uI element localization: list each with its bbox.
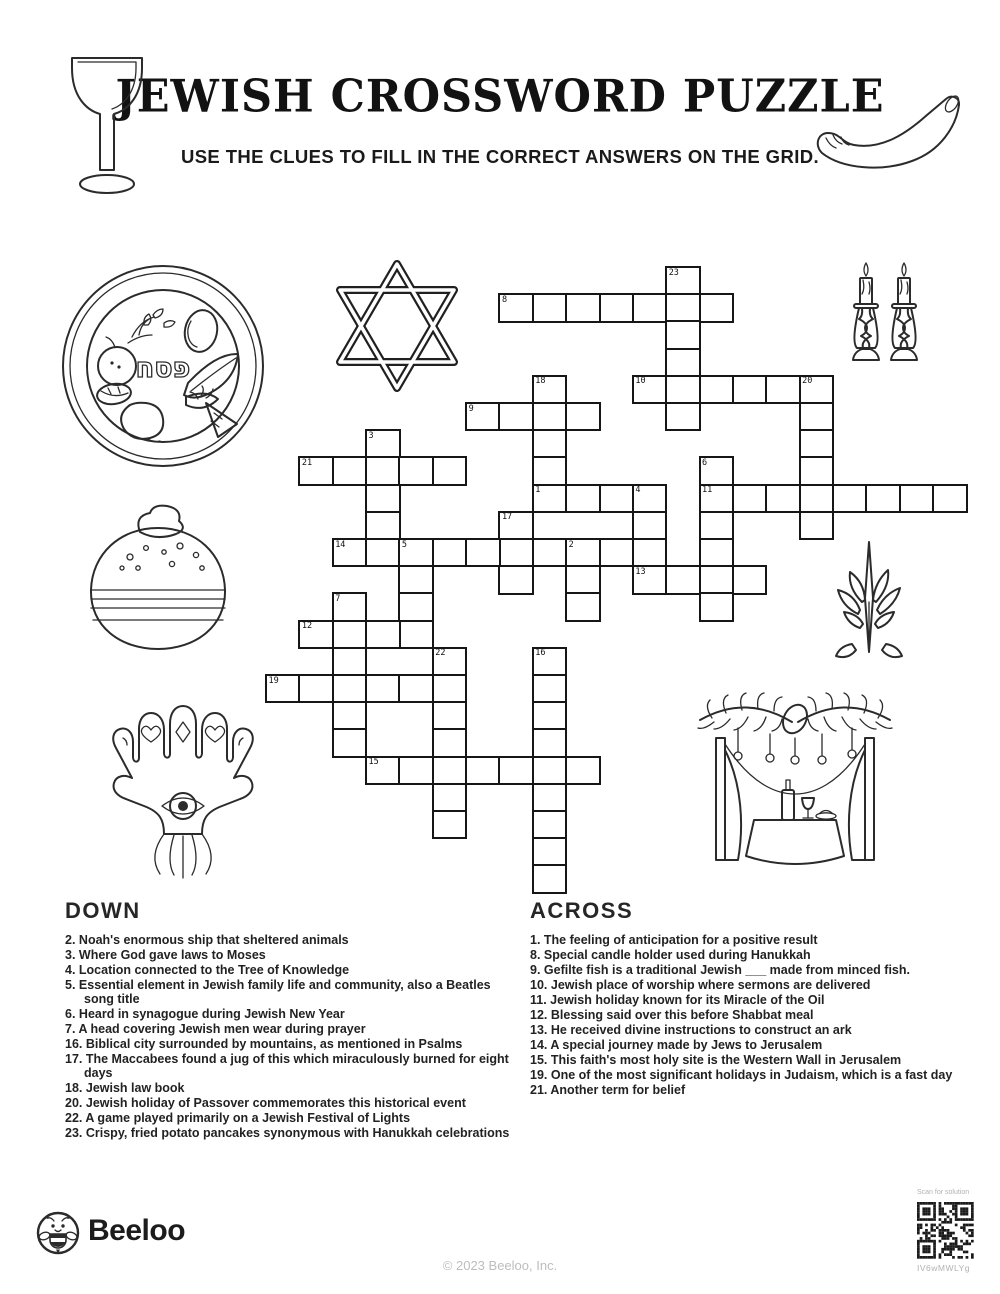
grid-cell[interactable] [498,538,534,567]
seder-plate-icon [60,263,267,470]
grid-cell-number: 10 [635,376,646,387]
grid-cell[interactable] [398,592,434,621]
clue-text: A game played primarily on a Jewish Festival of Lights [82,1111,411,1125]
clue-number: 13. [530,1023,548,1037]
shabbat-candles-icon [846,260,926,370]
grid-cell-number: 8 [501,294,508,305]
clue-item [530,1053,982,1067]
down-heading: DOWN [65,898,141,923]
grid-cell[interactable] [365,456,401,485]
clue-text: The feeling of anticipation for a positive result [540,933,818,947]
grid-cell[interactable] [765,375,801,404]
grid-cell[interactable] [365,538,401,567]
clue-item [530,948,982,962]
page-title: JEWISH CROSSWORD PUZZLE [115,71,885,123]
grid-cell[interactable] [432,538,468,567]
grid-cell[interactable] [765,484,801,513]
clue-number: 9. [530,963,541,977]
qr-label: Scan for solution [917,1189,970,1196]
grid-cell[interactable] [699,565,735,594]
grid-cell-number: 13 [635,566,646,577]
grid-cell[interactable] [332,728,368,757]
grid-cell-number: 12 [301,621,313,632]
across-clues-section [530,898,982,1098]
clue-item [65,1111,517,1125]
grid-cell[interactable] [365,484,401,513]
grid-cell[interactable] [332,647,368,676]
grid-cell[interactable] [465,538,501,567]
grid-cell[interactable] [432,674,468,703]
grid-cell[interactable] [365,756,401,785]
grid-cell-number: 3 [368,430,374,441]
clue-text: This faith's most holy site is the Western Wall in Jerusalem [547,1053,902,1067]
grid-cell[interactable] [298,620,334,649]
clue-text: Crispy, fried potato pancakes synonymous with Hanukkah celebrations [82,1126,510,1140]
grid-cell-number: 21 [301,457,313,468]
clue-text: A head covering Jewish men wear during prayer [75,1022,366,1036]
copyright-text: © 2023 Beeloo, Inc. [442,1258,558,1273]
clue-item [65,1037,517,1051]
clue-item [65,1007,517,1021]
clue-item [65,1096,517,1110]
grid-cell[interactable] [332,701,368,730]
grid-cell-number: 18 [535,376,546,387]
clue-text: Jewish holiday known for its Miracle of the Oil [546,993,825,1007]
clue-item [530,1023,982,1037]
grid-cell-number: 9 [468,403,474,414]
grid-cell[interactable] [332,456,368,485]
grid-cell[interactable] [665,402,701,431]
grid-cell[interactable] [365,674,401,703]
grid-cell[interactable] [532,484,568,513]
grid-cell[interactable] [799,402,835,431]
grid-cell[interactable] [699,484,735,513]
clue-text: Heard in synagogue during Jewish New Year [75,1007,345,1021]
clue-item [65,978,517,1006]
grid-cell[interactable] [565,402,601,431]
clue-text: Blessing said over this before Shabbat meal [547,1008,814,1022]
grid-cell[interactable] [699,592,735,621]
grid-cell[interactable] [599,293,635,322]
sufganiyah-icon [78,502,238,657]
grid-cell[interactable] [432,728,468,757]
grid-cell[interactable] [899,484,935,513]
clue-item [530,1083,982,1097]
grid-cell[interactable] [632,511,668,540]
grid-cell[interactable] [565,565,601,594]
grid-cell[interactable] [799,484,835,513]
grid-cell[interactable] [498,511,534,540]
grid-cell[interactable] [632,484,668,513]
grid-cell[interactable] [865,484,901,513]
clue-item [530,1068,982,1082]
grid-cell[interactable] [632,538,668,567]
grid-cell[interactable] [332,592,368,621]
page-subtitle: USE THE CLUES TO FILL IN THE CORRECT ANSWERS ON THE GRID. [180,146,820,167]
grid-cell-number: 7 [335,593,341,604]
clue-item [530,993,982,1007]
grid-cell[interactable] [465,756,501,785]
grid-cell[interactable] [565,592,601,621]
grid-cell[interactable] [665,320,701,349]
grid-cell[interactable] [799,375,835,404]
grid-cell[interactable] [599,484,635,513]
clue-item [530,963,982,977]
sukkah-icon [692,692,898,884]
grid-cell[interactable] [332,674,368,703]
clue-number: 11. [530,993,547,1007]
grid-cell[interactable] [532,701,568,730]
grid-cell[interactable] [632,565,668,594]
grid-cell[interactable] [398,456,434,485]
grid-cell[interactable] [332,620,368,649]
clues-across-list [530,933,982,1097]
grid-cell[interactable] [732,565,768,594]
grid-cell[interactable] [599,538,635,567]
grid-cell[interactable] [665,565,701,594]
grid-cell[interactable] [298,456,334,485]
clue-item [65,1022,517,1036]
grid-cell-number: 4 [635,485,641,496]
grid-cell-number: 23 [668,267,679,278]
clue-text: Jewish law book [82,1081,185,1095]
shofar-icon [812,93,967,178]
grid-cell[interactable] [532,837,568,866]
grid-cell[interactable] [665,348,701,377]
grid-cell[interactable] [365,429,401,458]
grid-cell[interactable] [432,810,468,839]
grid-cell[interactable] [498,565,534,594]
clue-text: He received divine instructions to construct an ark [547,1023,852,1037]
clue-text: Gefilte fish is a traditional Jewish ___ made from minced fish. [540,963,910,977]
grid-cell[interactable] [665,266,701,295]
grid-cell[interactable] [699,375,735,404]
grid-cell[interactable] [665,375,701,404]
grid-cell[interactable] [799,456,835,485]
grid-cell-number: 1 [535,485,541,496]
grid-cell[interactable] [832,484,868,513]
grid-cell[interactable] [532,538,568,567]
clue-number: 14. [530,1038,548,1052]
clue-number: 23. [65,1126,83,1140]
grid-cell[interactable] [532,728,568,757]
grid-cell[interactable] [365,620,401,649]
grid-cell[interactable] [532,864,568,893]
grid-cell[interactable] [398,538,434,567]
beeloo-bee-logo-icon [36,1211,80,1255]
grid-cell[interactable] [699,538,735,567]
grid-cell[interactable] [632,293,668,322]
clue-number: 16. [65,1037,83,1051]
grid-cell[interactable] [699,511,735,540]
grid-cell[interactable] [398,756,434,785]
hamsa-icon [104,696,262,892]
clue-item [530,1008,982,1022]
grid-cell-number: 2 [568,539,574,550]
clue-item [65,933,517,947]
clue-number: 15. [530,1053,548,1067]
grid-cell-number: 20 [802,376,813,387]
clue-number: 1. [530,933,541,947]
clue-text: Biblical city surrounded by mountains, as mentioned in Psalms [82,1037,463,1051]
grid-cell[interactable] [465,402,501,431]
grid-cell[interactable] [565,756,601,785]
grid-cell[interactable] [432,756,468,785]
clue-item [65,1052,517,1080]
clue-number: 18. [65,1081,83,1095]
grid-cell[interactable] [532,456,568,485]
clues-down-list [65,933,517,1140]
grid-cell[interactable] [532,810,568,839]
beeloo-wordmark: Beeloo [88,1214,186,1247]
grid-cell[interactable] [532,293,568,322]
clue-number: 21. [530,1083,548,1097]
grid-cell[interactable] [398,674,434,703]
star-of-david-icon [332,258,462,393]
grid-cell[interactable] [565,538,601,567]
lulav-icon [830,540,908,662]
clue-number: 3. [65,948,76,962]
grid-cell[interactable] [432,456,468,485]
clue-number: 7. [65,1022,76,1036]
clue-number: 19. [530,1068,548,1082]
clue-text: Jewish place of worship where sermons are delivered [547,978,871,992]
clue-text: Special candle holder used during Hanukkah [540,948,811,962]
grid-cell-number: 16 [535,648,546,659]
clue-number: 10. [530,978,548,992]
clue-text: The Maccabees found a jug of this which miraculously burned for eight days [82,1052,509,1080]
grid-cell[interactable] [532,429,568,458]
grid-cell-number: 19 [268,675,279,686]
grid-cell[interactable] [699,456,735,485]
grid-cell-number: 14 [335,539,346,550]
clue-text: Another term for belief [547,1083,686,1097]
clue-item [65,1126,517,1140]
grid-cell[interactable] [799,511,835,540]
grid-cell[interactable] [265,674,301,703]
grid-cell[interactable] [732,484,768,513]
clue-number: 2. [65,933,76,947]
grid-cell[interactable] [432,783,468,812]
grid-cell-number: 6 [702,457,708,468]
grid-cell[interactable] [699,293,735,322]
grid-cell[interactable] [298,674,334,703]
grid-cell[interactable] [432,701,468,730]
grid-cell[interactable] [665,293,701,322]
grid-cell-number: 22 [435,648,446,659]
grid-cell[interactable] [365,511,401,540]
grid-cell[interactable] [532,783,568,812]
grid-cell[interactable] [498,293,534,322]
clue-item [65,948,517,962]
clue-number: 12. [530,1008,548,1022]
grid-cell[interactable] [398,620,434,649]
qr-code-text: IV6wMWLYg [917,1263,970,1273]
grid-cell-number: 15 [368,757,379,768]
grid-cell[interactable] [532,402,568,431]
grid-cell-number: 17 [501,512,513,523]
kiddush-cup-icon [57,52,157,200]
clue-number: 6. [65,1007,76,1021]
clue-text: A special journey made by Jews to Jerusalem [547,1038,823,1052]
grid-cell-number: 5 [401,539,408,550]
clue-text: Where God gave laws to Moses [75,948,266,962]
clue-number: 17. [65,1052,83,1066]
grid-cell[interactable] [498,756,534,785]
grid-cell[interactable] [932,484,968,513]
grid-cell[interactable] [498,402,534,431]
clue-number: 4. [65,963,76,977]
grid-cell[interactable] [532,674,568,703]
clue-text: Location connected to the Tree of Knowledge [75,963,350,977]
grid-cell[interactable] [565,293,601,322]
down-clues-section [65,898,517,1141]
grid-cell[interactable] [732,375,768,404]
clue-text: Noah's enormous ship that sheltered animals [75,933,349,947]
clue-number: 20. [65,1096,83,1110]
grid-cell-number: 11 [702,485,713,496]
clue-text: Essential element in Jewish family life and community, also a Beatles song title [75,978,491,1006]
qr-code [917,1202,974,1264]
clue-item [65,1081,517,1095]
clue-number: 22. [65,1111,83,1125]
grid-cell[interactable] [532,375,568,404]
clue-item [530,1038,982,1052]
across-heading: ACROSS [530,898,634,923]
grid-cell[interactable] [799,429,835,458]
grid-cell[interactable] [565,484,601,513]
grid-cell[interactable] [398,565,434,594]
grid-cell[interactable] [532,756,568,785]
clue-number: 5. [65,978,76,992]
clue-item [65,963,517,977]
grid-cell[interactable] [332,538,368,567]
grid-cell[interactable] [532,647,568,676]
clue-item [530,978,982,992]
clue-text: Jewish holiday of Passover commemorates this historical event [82,1096,466,1110]
seder-plate-hebrew-text: פסח [135,353,191,384]
clue-item [530,933,982,947]
clue-number: 8. [530,948,541,962]
grid-cell[interactable] [432,647,468,676]
grid-cell[interactable] [632,375,668,404]
clue-text: One of the most significant holidays in Judaism, which is a fast day [547,1068,953,1082]
